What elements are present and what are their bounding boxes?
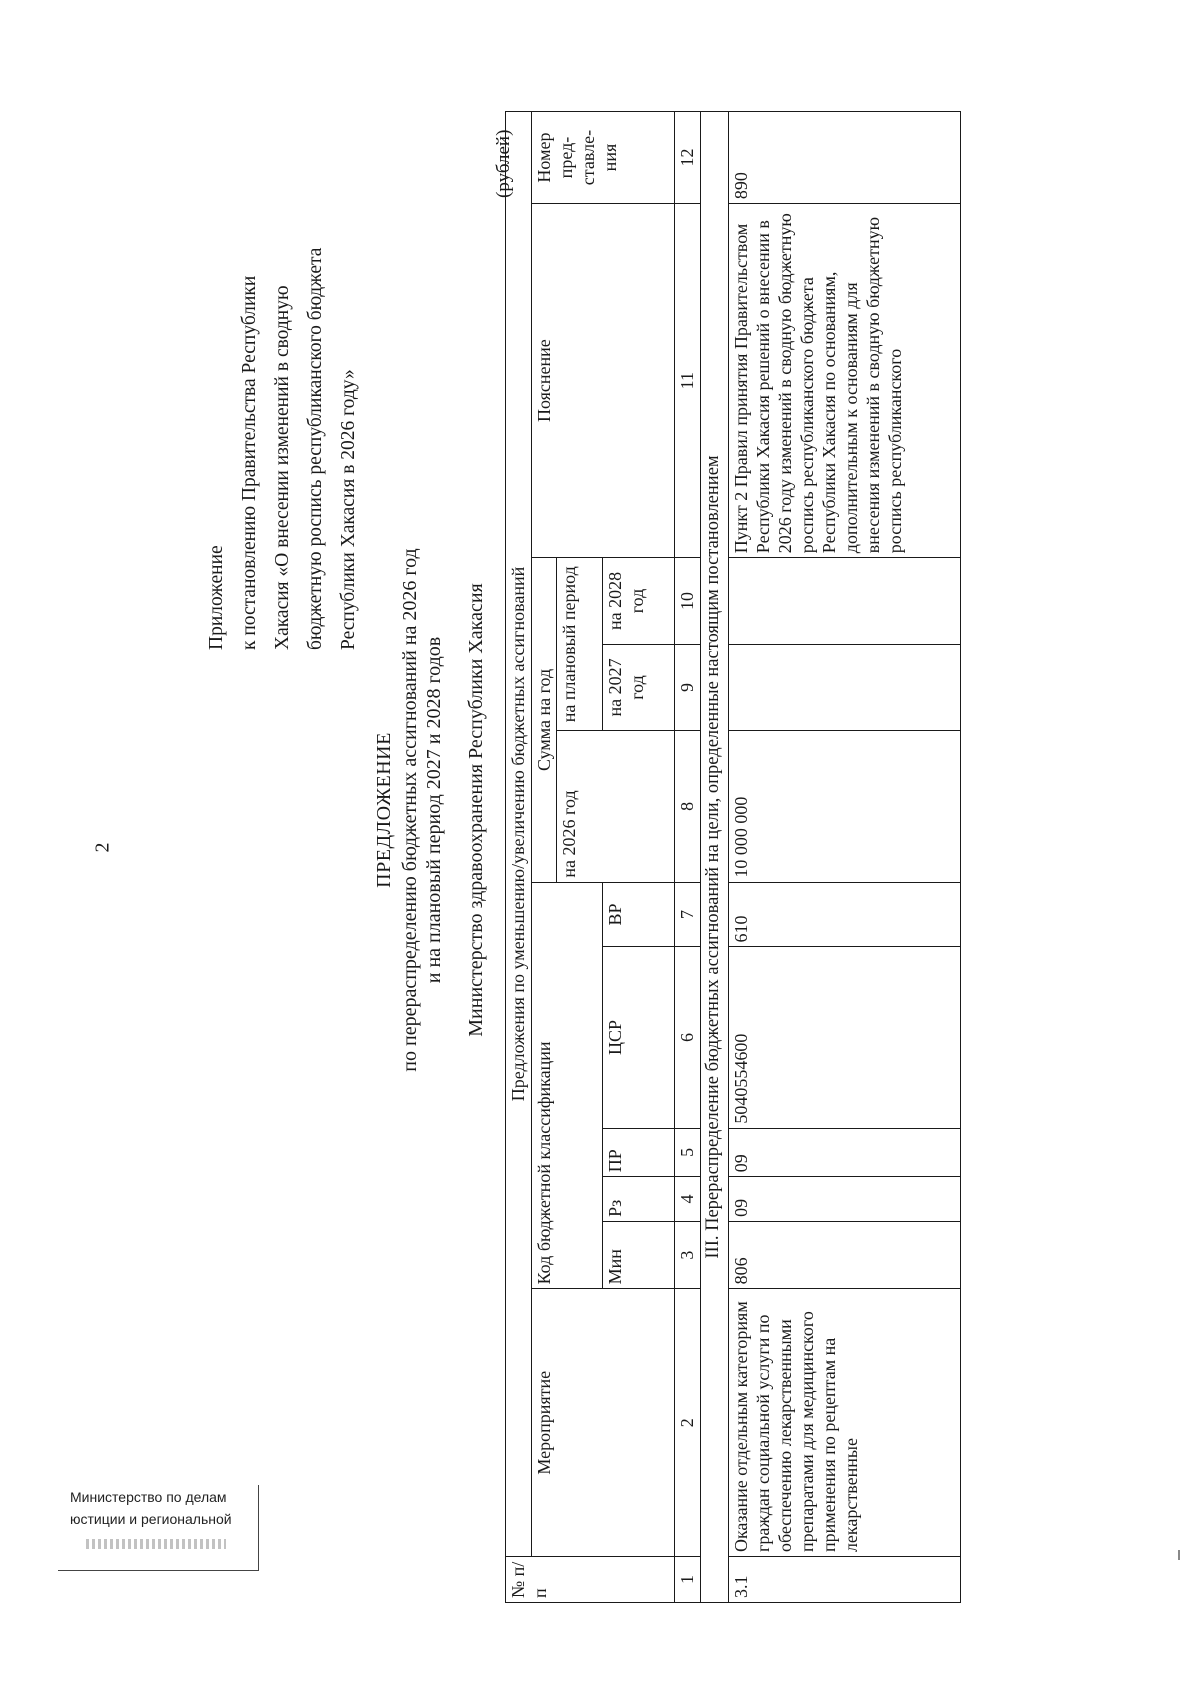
title-main: ПРЕДЛОЖЕНИЕ — [373, 732, 395, 888]
scan-artifact — [1178, 1550, 1180, 1560]
row-explanation: Пункт 2 Правил принятия Правительством Республики Хакасия решений о внесении в 2026 году изменений в сводную бюджетную роспись республиканского бюджета Республики Хакасия по основаниям, дополнительным к основаниям для внесения изменений в сводную бюджетную роспись республиканского — [729, 204, 961, 558]
stamp-line-1: Министерство по делам — [70, 1489, 227, 1505]
header-2026: на 2026 год — [557, 731, 675, 882]
header-proposals: Предложения по уменьшению/увеличению бюджетных ассигнований — [506, 112, 532, 1557]
document-title — [370, 260, 446, 1360]
header-measure: Мероприятие — [532, 1289, 675, 1557]
header-min: Мин — [603, 1221, 675, 1289]
section-title: III. Перераспределение бюджетных ассигнований на цели, определенные настоящим постановлением — [701, 112, 729, 1603]
appendix-note — [200, 110, 365, 650]
header-rep-number: Номер пред- ставле- ния — [532, 112, 675, 204]
title-line-1: по перераспределению бюджетных ассигнований на 2026 год — [399, 548, 421, 1072]
stamp-line-2: юстиции и региональной — [70, 1511, 232, 1527]
header-sum: Сумма на год — [532, 558, 557, 882]
header-row — [506, 112, 532, 1603]
column-number: 2 — [675, 1289, 701, 1557]
header-row — [532, 112, 557, 1603]
column-number: 11 — [675, 204, 701, 558]
stamp-illegible-text — [86, 1539, 226, 1549]
row-pr: 09 — [729, 1128, 961, 1177]
budget-table — [505, 111, 961, 1603]
units-label: (рублей) — [493, 129, 514, 198]
header-2028: на 2028 год — [603, 558, 675, 645]
appendix-line: к постановлению Правительства Республики — [239, 275, 260, 650]
row-min: 806 — [729, 1221, 961, 1289]
column-number-row — [675, 112, 701, 1603]
appendix-line: бюджетную роспись республиканского бюджета — [305, 247, 326, 650]
column-number: 7 — [675, 882, 701, 947]
header-rz: Рз — [603, 1177, 675, 1222]
row-num: 3.1 — [729, 1557, 961, 1603]
appendix-line: Хакасия «О внесении изменений в сводную — [272, 285, 293, 650]
column-number: 6 — [675, 947, 701, 1128]
page-number: 2 — [91, 842, 114, 853]
row-csr: 5040554600 — [729, 947, 961, 1128]
row-2028 — [729, 558, 961, 645]
column-number: 4 — [675, 1177, 701, 1222]
header-code: Код бюджетной классификации — [532, 882, 603, 1289]
column-number: 12 — [675, 112, 701, 204]
column-number: 3 — [675, 1221, 701, 1289]
table-row — [729, 112, 961, 1603]
title-line-2: и на плановый период 2027 и 2028 годов — [423, 636, 445, 984]
row-vr: 610 — [729, 882, 961, 947]
rotated-document — [200, 0, 1200, 1610]
row-2026: 10 000 000 — [729, 731, 961, 882]
row-rep-number: 890 — [729, 112, 961, 204]
column-number: 9 — [675, 644, 701, 731]
column-number: 8 — [675, 731, 701, 882]
header-vr: ВР — [603, 882, 675, 947]
appendix-line: Республики Хакасия в 2026 году» — [338, 369, 359, 650]
header-explanation: Пояснение — [532, 204, 675, 558]
row-rz: 09 — [729, 1177, 961, 1222]
header-num: № п/п — [506, 1557, 675, 1603]
row-2027 — [729, 644, 961, 731]
appendix-line: Приложение — [206, 545, 227, 650]
section-row — [701, 112, 729, 1603]
column-number: 10 — [675, 558, 701, 645]
header-pr: ПР — [603, 1128, 675, 1177]
header-2027: на 2027 год — [603, 644, 675, 731]
row-measure: Оказание отдельным категориям граждан социальной услуги по обеспечению лекарственными препаратами для медицинского применения по рецептам на лекарственные — [729, 1289, 961, 1557]
header-csr: ЦСР — [603, 947, 675, 1128]
ministry-name: Министерство здравоохранения Республики Хакасия — [465, 583, 487, 1037]
column-number: 1 — [675, 1557, 701, 1603]
header-planned: на плановый период — [557, 558, 603, 731]
registration-stamp — [58, 1485, 259, 1571]
column-number: 5 — [675, 1128, 701, 1177]
